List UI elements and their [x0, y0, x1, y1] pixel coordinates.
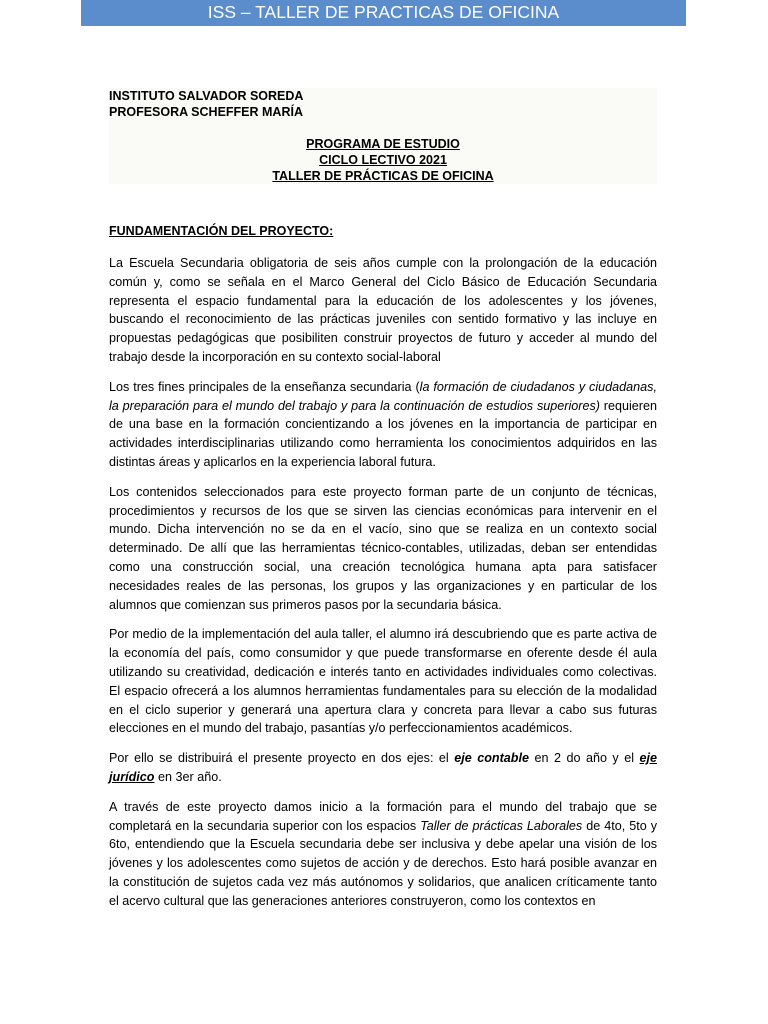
paragraph-6	[109, 798, 657, 911]
section-title: FUNDAMENTACIÓN DEL PROYECTO:	[109, 224, 334, 238]
school-year: CICLO LECTIVO 2021	[319, 153, 447, 167]
paragraph-2-text-a: Los tres fines principales de la enseñanza secundaria (	[109, 379, 420, 394]
paragraph-2	[109, 378, 657, 472]
paragraph-2-text-b: requieren de una base en la formación concientizando a los jóvenes en la importancia de participar en actividades interdisciplinarias utilizando como herramienta los conocimientos adquiridos en las distintas áreas y aplicarlos en la experiencia laboral futura.	[109, 398, 657, 469]
eje-juridico-term: eje jurídico	[109, 751, 658, 784]
document-header-banner: ISS – TALLER DE PRACTICAS DE OFICINA	[81, 0, 686, 26]
institution-block	[109, 88, 657, 184]
paragraph-4: Por medio de la implementación del aula taller, el alumno irá descubriendo que es parte activa de la economía del país, como consumidor y que puede transformarse en oferente desde él aula utilizando su creatividad, dedicación e interés tanto en actividades individuales como colectivas. El espacio ofrecerá a los alumnos herramientas fundamentales para su elección de la modalidad en el ciclo superior y generará una apertura clara y concreta para llevar a cabo sus futuras elecciones en el mundo del trabajo, pasantías y/o perfeccionamientos académicos.	[109, 627, 657, 736]
school-name: INSTITUTO SALVADOR SOREDA	[109, 89, 304, 103]
paragraph-2-italic: la formación de ciudadanos y ciudadanas, la preparación para el mundo del trabajo y para la continuación de estudios superiores)	[109, 379, 657, 413]
paragraph-5-text-b: en 2 do año y el	[529, 751, 640, 766]
paragraph-5-text-c: en 3er año.	[154, 769, 222, 784]
course-title: TALLER DE PRÁCTICAS DE OFICINA	[272, 169, 494, 183]
document-body	[109, 88, 657, 911]
program-heading	[109, 136, 657, 184]
program-title: PROGRAMA DE ESTUDIO	[306, 137, 460, 151]
eje-contable-term: eje contable	[454, 751, 529, 766]
paragraph-5	[109, 749, 657, 787]
paragraph-6-italic: Taller de prácticas Laborales	[420, 818, 583, 833]
paragraph-6-text-a: A través de este proyecto damos inicio a la formación para el mundo del trabajo que se completará en la secundaria superior con los espacios	[109, 799, 657, 833]
paragraph-6-text-b: de 4to, 5to y 6to, entendiendo que la Escuela secundaria debe ser inclusiva y debe apelar una visión de los jóvenes y los adolescentes como sujetos de acción y de derechos. Esto hará posible avanzar en la constitución de sujetos cada vez más autónomos y solidarios, que analicen críticamente tanto el acervo cultural que las generaciones anteriores construyeron, como los contextos en	[109, 818, 657, 908]
paragraph-5-text-a: Por ello se distribuirá el presente proyecto en dos ejes: el	[109, 751, 455, 766]
paragraph-1: La Escuela Secundaria obligatoria de seis años cumple con la prolongación de la educación común y, como se señala en el Marco General del Ciclo Básico de Educación Secundaria representa el espacio fundamental para la educación de los adolescentes y los jóvenes, buscando el reconocimiento de las prácticas juveniles con sentido formativo y las incluye en propuestas pedagógicas que posibiliten construir proyectos de futuro y acceder al mundo del trabajo desde la incorporación en su contexto social-laboral	[109, 256, 657, 364]
paragraph-3: Los contenidos seleccionados para este proyecto forman parte de un conjunto de técnicas, procedimientos y recursos de los que se sirven las ciencias económicas para intervenir en el mundo. Dicha intervención no se da en el vacío, sino que se realiza en un contexto social determinado. De allí que las herramientas técnico-contables, utilizadas, deban ser entendidas como una construcción social, una creación tecnológica humana apta para satisfacer necesidades reales de las personas, los grupos y las organizaciones y en particular de los alumnos que comienzan sus primeros pasos por la secundaria básica.	[109, 484, 657, 612]
teacher-name: PROFESORA SCHEFFER MARÍA	[109, 105, 303, 119]
